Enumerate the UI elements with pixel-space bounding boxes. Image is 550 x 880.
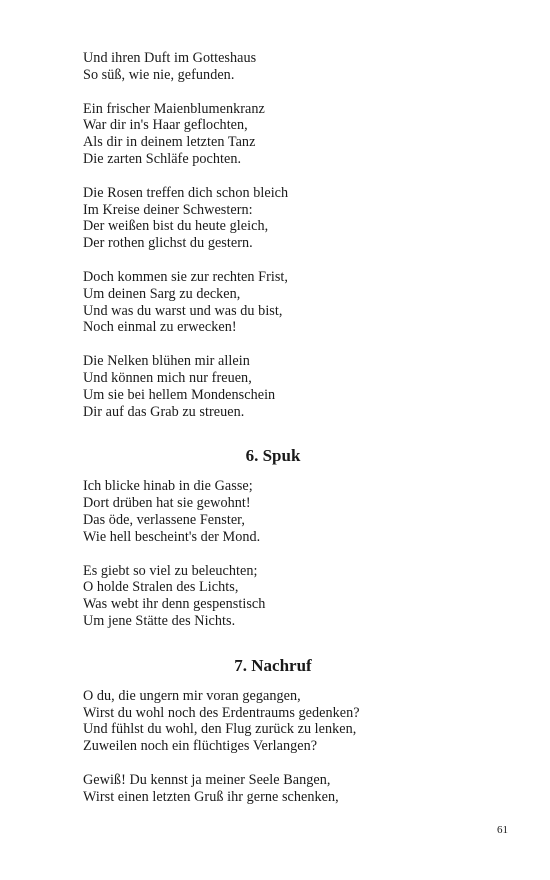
verse-line: War dir in's Haar geflochten, <box>83 117 248 134</box>
poem-heading: 6. Spuk <box>245 446 301 466</box>
verse-line: Die Nelken blühen mir allein <box>83 353 250 370</box>
stanza <box>83 353 483 420</box>
stanza <box>83 50 483 84</box>
verse-line: Ich blicke hinab in die Gasse; <box>83 478 253 495</box>
verse-line: Und ihren Duft im Gotteshaus <box>83 50 257 66</box>
verse-line: Der weißen bist du heute gleich, <box>83 218 269 235</box>
page-number: 61 <box>497 824 508 836</box>
verse-line: Im Kreise deiner Schwestern: <box>83 201 253 218</box>
verse-line: Wirst du wohl noch des Erdentraums gedenken? <box>83 704 360 721</box>
verse-line: So süß, wie nie, gefunden. <box>83 66 235 83</box>
verse-line: Dir auf das Grab zu streuen. <box>83 403 245 420</box>
verse-line: Ein frischer Maienblumenkranz <box>83 100 265 117</box>
stanza <box>83 185 483 252</box>
verse-line: Dort drüben hat sie gewohnt! <box>83 495 251 512</box>
verse-line: Um deinen Sarg zu decken, <box>83 285 241 302</box>
verse-line: Was webt ihr denn gespenstisch <box>83 596 266 613</box>
verse-line: O holde Stralen des Lichts, <box>83 579 239 596</box>
stanza <box>83 772 483 806</box>
verse-line: Wie hell bescheint's der Mond. <box>83 528 261 545</box>
stanza <box>83 563 483 630</box>
stanza <box>83 478 483 545</box>
verse-line: Und fühlst du wohl, den Flug zurück zu lenken, <box>83 721 357 738</box>
verse-line: Doch kommen sie zur rechten Frist, <box>83 268 289 285</box>
verse-line: Das öde, verlassene Fenster, <box>83 511 245 528</box>
verse-line: Es giebt so viel zu beleuchten; <box>83 562 258 579</box>
stanza <box>83 101 483 168</box>
poem-heading: 7. Nachruf <box>234 655 312 675</box>
verse-line: Noch einmal zu erwecken! <box>83 319 237 336</box>
stanza <box>83 688 483 755</box>
verse-line: Und können mich nur freuen, <box>83 369 252 386</box>
page-text <box>83 50 483 806</box>
stanza <box>83 269 483 336</box>
verse-line: Zuweilen noch ein flüchtiges Verlangen? <box>83 738 318 755</box>
verse-line: Die zarten Schläfe pochten. <box>83 150 242 167</box>
verse-line: Die Rosen treffen dich schon bleich <box>83 184 289 201</box>
verse-line: Gewiß! Du kennst ja meiner Seele Bangen, <box>83 771 331 788</box>
verse-line: Der rothen glichst du gestern. <box>83 235 253 252</box>
verse-line: Und was du warst und was du bist, <box>83 302 283 319</box>
verse-line: Um sie bei hellem Mondenschein <box>83 386 276 403</box>
verse-line: Wirst einen letzten Gruß ihr gerne schenken, <box>83 788 339 805</box>
verse-line: Als dir in deinem letzten Tanz <box>83 134 256 151</box>
verse-line: O du, die ungern mir voran gegangen, <box>83 687 301 704</box>
verse-line: Um jene Stätte des Nichts. <box>83 612 236 629</box>
